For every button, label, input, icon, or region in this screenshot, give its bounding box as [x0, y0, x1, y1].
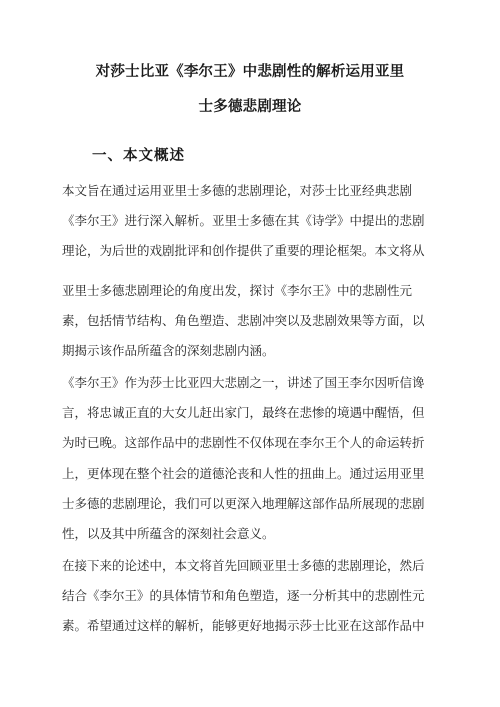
body-text-line: 《李尔王》作为莎士比亚四大悲剧之一，讲述了国王李尔因听信谗	[62, 375, 425, 390]
body-text-line: 素，包括情节结构、角色塑造、悲剧冲突以及悲剧效果等方面，以	[62, 313, 425, 328]
document-title-line-1: 对莎士比亚《李尔王》中悲剧性的解析运用亚里	[95, 64, 405, 80]
document-title-line-2: 士多德悲剧理论	[198, 99, 302, 115]
body-text-line: 士多德的悲剧理论，我们可以更深入地理解这部作品所展现的悲剧	[62, 496, 425, 511]
body-text-line: 亚里士多德悲剧理论的角度出发，探讨《李尔王》中的悲剧性元	[62, 283, 413, 298]
body-text-line: 性，以及其中所蕴含的深刻社会意义。	[62, 526, 275, 541]
body-text-line: 《李尔王》进行深入解析。亚里士多德在其《诗学》中提出的悲剧	[62, 213, 425, 228]
body-text-line: 言，将忠诚正直的大女儿赶出家门，最终在悲惨的境遇中醒悟，但	[62, 405, 425, 420]
body-text-line: 理论，为后世的戏剧批评和创作提供了重要的理论框架。本文将从	[62, 243, 425, 258]
body-text-line: 上，更体现在整个社会的道德沦丧和人性的扭曲上。通过运用亚里	[62, 466, 425, 481]
body-text-line: 期揭示该作品所蕴含的深刻悲剧内涵。	[62, 343, 275, 358]
body-text-line: 本文旨在通过运用亚里士多德的悲剧理论，对莎士比亚经典悲剧	[62, 183, 413, 198]
body-text-line: 为时已晚。这部作品中的悲剧性不仅体现在李尔王个人的命运转折	[62, 435, 425, 450]
body-text-line: 素。希望通过这样的解析，能够更好地揭示莎士比亚在这部作品中	[62, 618, 425, 633]
section-heading: 一、本文概述	[92, 148, 185, 164]
body-text-line: 在接下来的论述中，本文将首先回顾亚里士多德的悲剧理论，然后	[62, 558, 425, 573]
body-text-line: 结合《李尔王》的具体情节和角色塑造，逐一分析其中的悲剧性元	[62, 588, 425, 603]
